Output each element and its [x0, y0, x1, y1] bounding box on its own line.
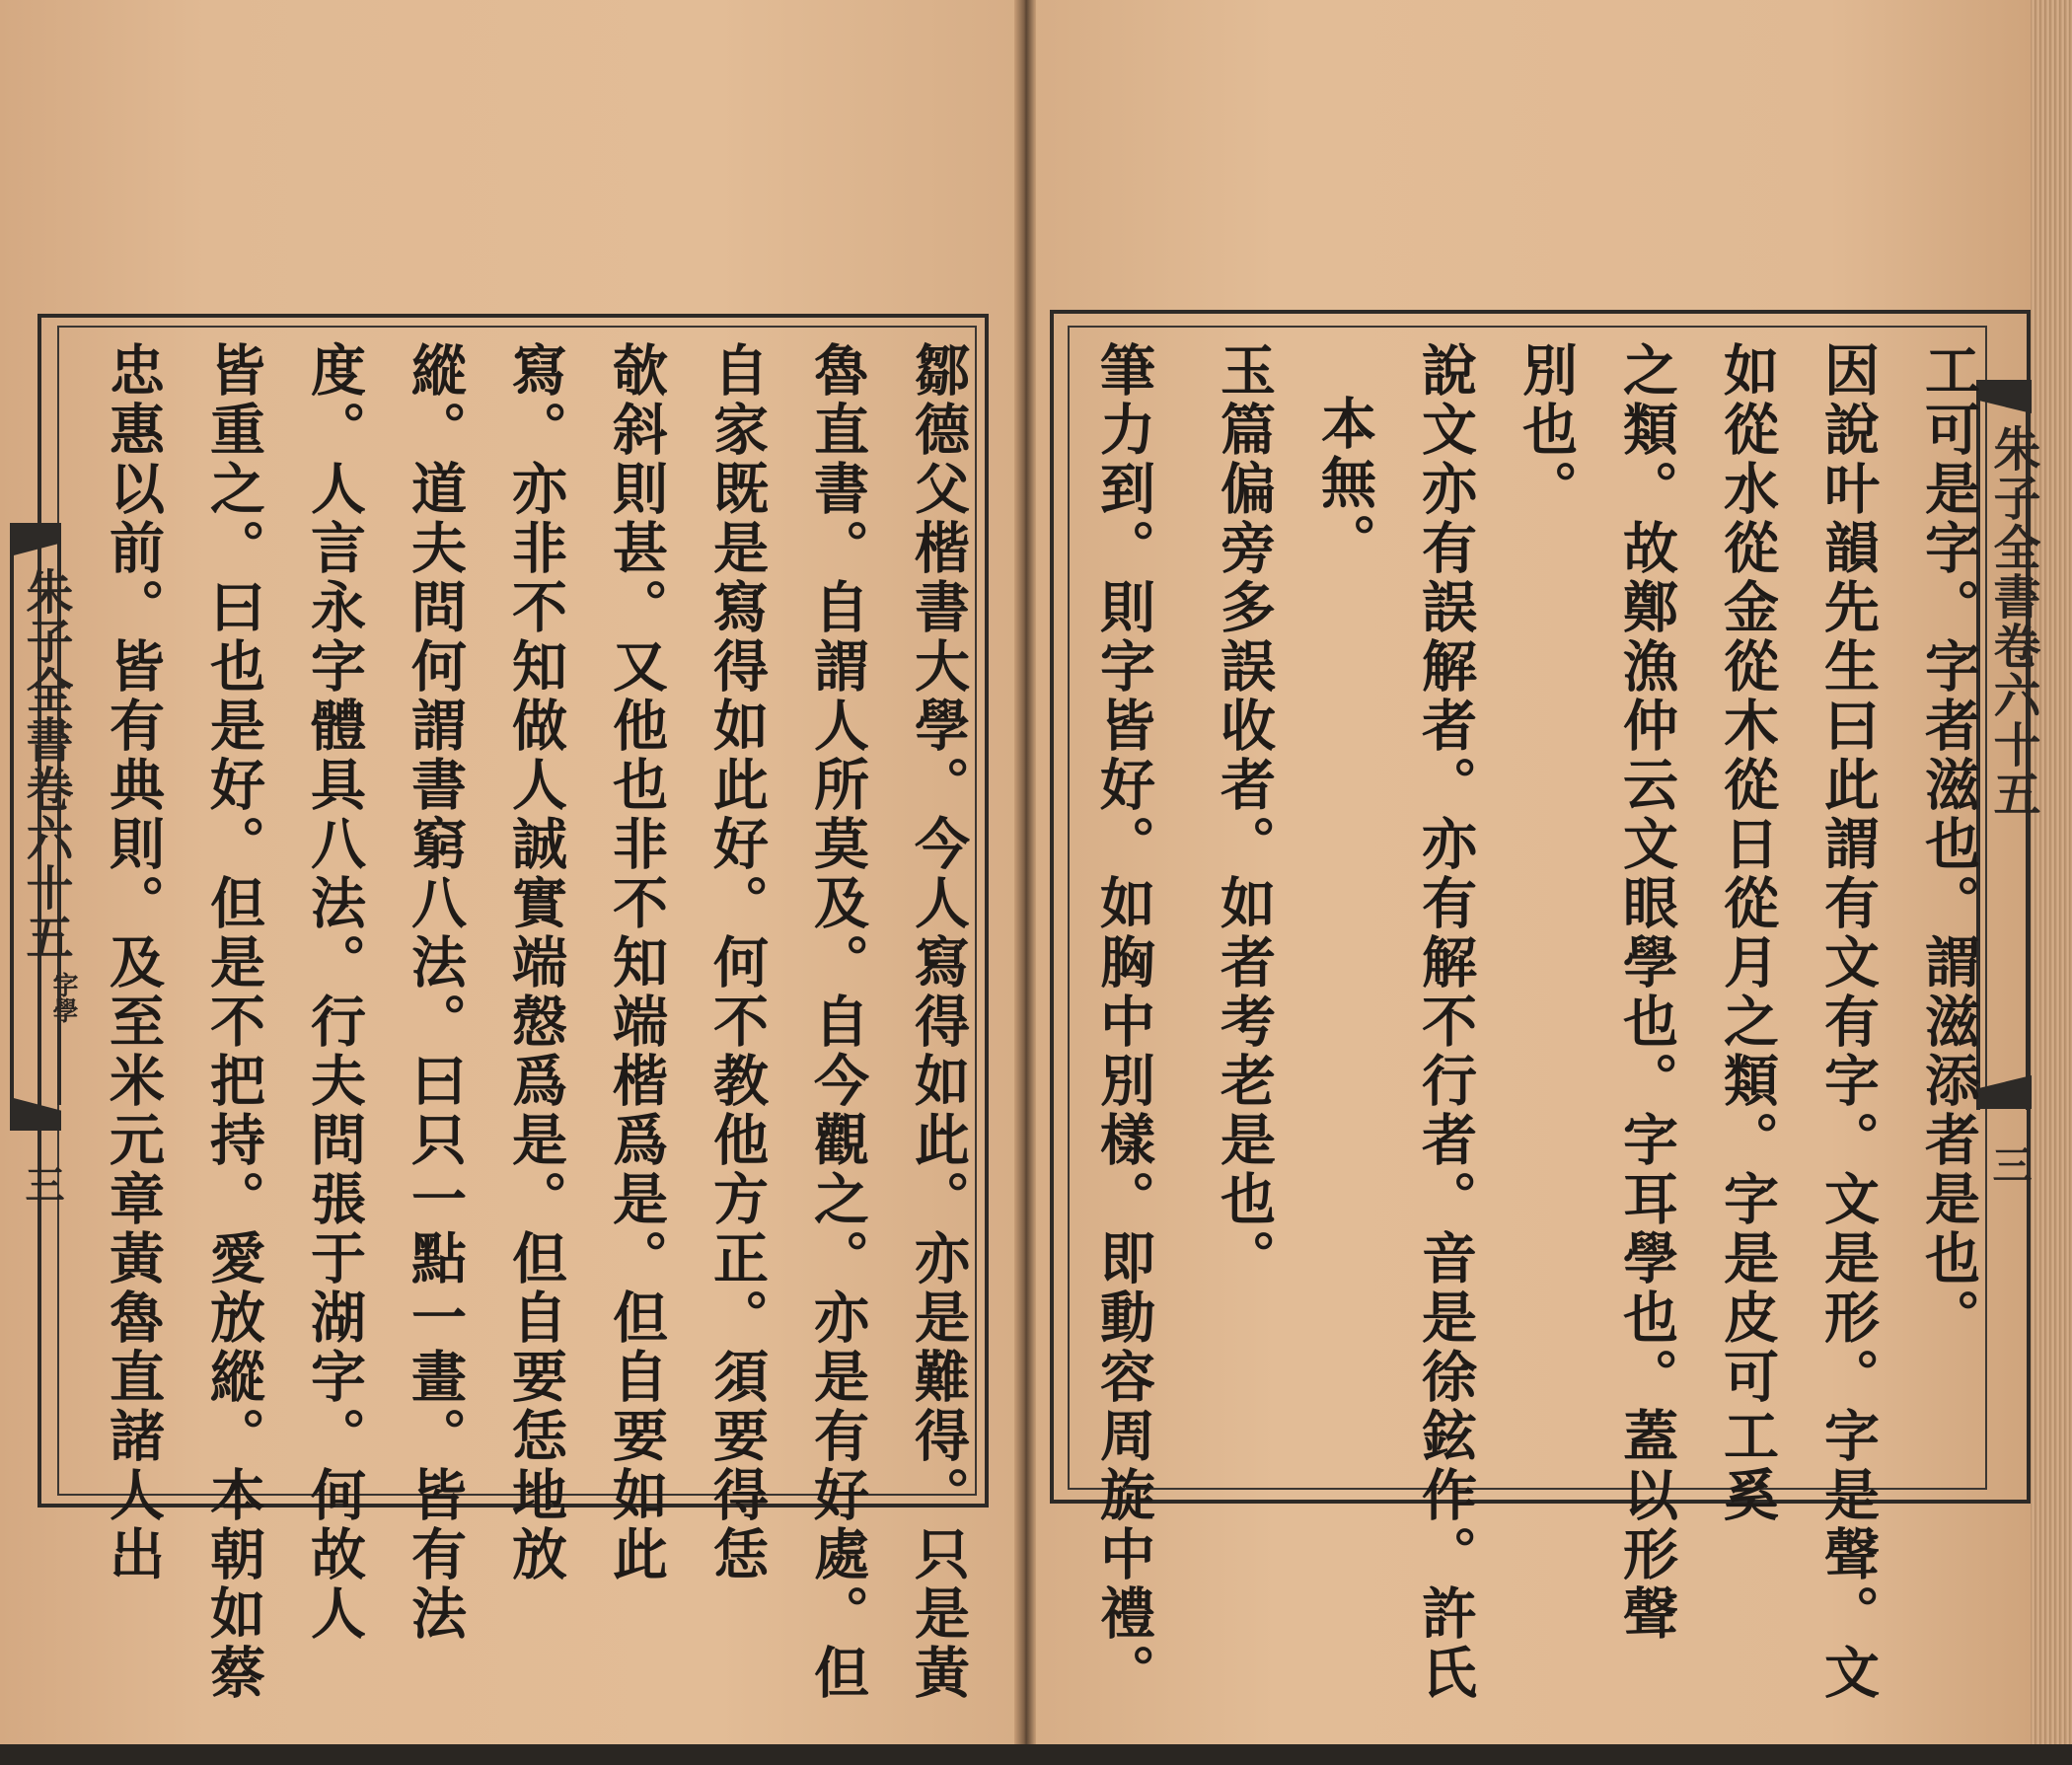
right-column-7: 本無。 — [1312, 395, 1377, 572]
left-column-7: 度。人言永字體具八法。行夫問張于湖字。何故人 — [302, 341, 367, 1644]
right-column-3: 如從水從金從木從日從月之類。字是皮可工奚 — [1715, 341, 1780, 1525]
page-edges — [2031, 0, 2072, 1765]
right-column-8: 玉篇偏旁多誤收者。如者考老是也。 — [1212, 341, 1277, 1288]
left-column-2: 魯直書。自謂人所莫及。自今觀之。亦是有好處。但 — [805, 341, 870, 1703]
left-column-8: 皆重之。曰也是好。但是不把持。愛放縱。本朝如蔡 — [201, 341, 266, 1703]
right-column-5: 別也。 — [1514, 341, 1579, 519]
left-column-3: 自家既是寫得如此好。何不教他方正。須要得恁 — [704, 341, 770, 1584]
right-margin-book-title: 朱子全書卷六十五 — [1985, 424, 2040, 819]
left-margin-book-title: 朱子全書卷六十五 — [18, 567, 73, 962]
right-column-2: 因說叶韻先生曰此謂有文有字。文是形。字是聲。文 — [1815, 341, 1881, 1703]
left-column-4: 欹斜則甚。又他也非不知端楷爲是。但自要如此 — [604, 341, 669, 1584]
left-margin-page-number: 三 — [19, 1164, 65, 1204]
left-column-5: 寫。亦非不知做人誠實端慤爲是。但自要恁地放 — [503, 341, 568, 1584]
left-column-1: 鄒德父楷書大學。今人寫得如此。亦是難得。只是黃 — [906, 341, 971, 1703]
right-column-1: 工可是字。字者滋也。謂滋添者是也。 — [1916, 341, 1981, 1348]
left-margin-section: 字學 — [48, 972, 78, 1023]
left-column-6: 縱。道夫問何謂書窮八法。曰只一點一畫。皆有法 — [403, 341, 468, 1644]
left-column-9: 忠惠以前。皆有典則。及至米元章黃魯直諸人出 — [101, 341, 166, 1584]
right-margin-page-number: 三 — [1986, 1144, 2033, 1184]
right-column-6: 說文亦有誤解者。亦有解不行者。音是徐鉉作。許氏 — [1413, 341, 1478, 1703]
bottom-background — [0, 1744, 2072, 1765]
right-column-9: 筆力到。則字皆好。如胸中別樣。即動容周旋中禮。 — [1091, 341, 1156, 1703]
right-column-4: 之類。故鄭漁仲云文眼學也。字耳學也。蓋以形聲 — [1614, 341, 1679, 1644]
book-gutter — [1014, 0, 1036, 1765]
